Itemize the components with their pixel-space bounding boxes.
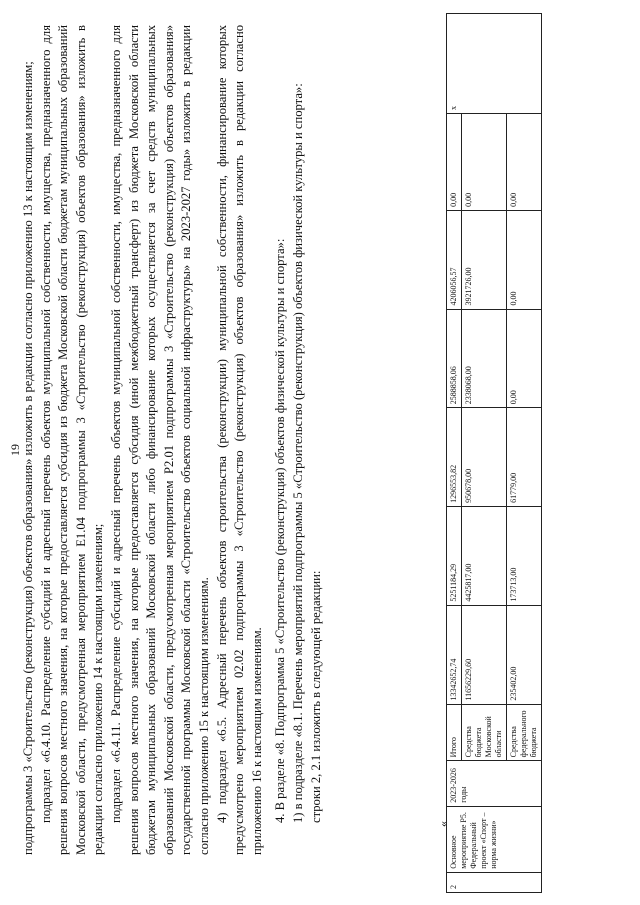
- value-cell: 61779,00: [507, 408, 542, 507]
- page-number: 19: [8, 444, 22, 456]
- value-cell: 0,00: [507, 210, 542, 309]
- value-cell: 4206056,57: [447, 210, 462, 309]
- paragraph-3: подраздел «6.4.11. Распределение субсидий и адресный перечень объектов муниципальной собственности, имущества, предназначенного для решения вопросов местного значения, на которые предоставляется субсидия (иной межбюджетный трансферт) из бюджета Московской области бюджетам муниципальных образований Московской области либо финансирование которых осуществляется за счет средств муниципальных образований Московской области, предусмотренная мероприятием Р2.01 подпрограммы 3 «Строительство (реконструкция) объектов образования» государственной программы Московской области «Строительство объектов социальной инфраструктуры» на 2023-2027 годы» изложить в редакции согласно приложению 15 к настоящим изменениям.: [108, 25, 211, 855]
- measure-years: 2023-2026 годы: [447, 761, 542, 806]
- value-cell: 11656229,60: [462, 605, 507, 704]
- value-cell: 950678,00: [462, 408, 507, 507]
- source-cell: Средства бюджета Московской области: [462, 704, 507, 761]
- row-number: 2: [447, 872, 542, 892]
- value-cell: 0,00: [507, 113, 542, 210]
- table-row: [507, 14, 542, 893]
- value-cell: 173713,00: [507, 506, 542, 605]
- body-text: [20, 25, 325, 855]
- value-cell: 13342652,74: [447, 605, 462, 704]
- source-cell: Средства федерального бюджета: [507, 704, 542, 761]
- value-cell: 0,00: [462, 113, 507, 210]
- value-cell: 2338068,00: [462, 309, 507, 408]
- measure-name: Основное мероприятие Р5. Федеральный проект «Спорт – норма жизни»: [447, 806, 542, 872]
- paragraph-2: подраздел «6.4.10. Распределение субсидий и адресный перечень объектов муниципальной собственности, имущества, предназначенного для решения вопросов местного значения, на которые предоставляется субсидия из бюджета Московской области бюджетам муниципальных образований Московской области, предусмотренная мероприятием Е1.04 подпрограммы 3 «Строительство (реконструкция) объектов образования» изложить в редакции согласно приложению 14 к настоящим изменениям;: [38, 25, 106, 855]
- value-cell: 2588858,06: [447, 309, 462, 408]
- value-cell: 0,00: [447, 113, 462, 210]
- paragraph-6: 1) в подразделе «8.1. Перечень мероприятий подпрограммы 5 «Строительство (реконструкция) объектов физической культуры и спорта»:: [290, 83, 305, 823]
- paragraph-7: строки 2, 2.1 изложить в следующей редакции:: [308, 570, 323, 823]
- value-cell: 5251184,29: [447, 506, 462, 605]
- paragraph-1: подпрограммы 3 «Строительство (реконструкция) объектов образования» изложить в редакции согласно приложению 13 к настоящим изменениям;: [21, 61, 35, 855]
- value-cell: 235402,00: [507, 605, 542, 704]
- table-row: [447, 14, 462, 893]
- value-cell: 3921726,00: [462, 210, 507, 309]
- source-cell: Итого: [447, 704, 462, 761]
- paragraph-4: 4) подраздел «6.5. Адресный перечень объектов строительства (реконструкции) муниципальной собственности, финансирование которых предусмотрено мероприятием 02.02 подпрограммы 3 «Строительство (реконструкция) объектов образования» изложить в редакции согласно приложению 16 к настоящим изменениям.: [214, 25, 264, 855]
- measures-table: [446, 13, 542, 893]
- value-cell: 1296553,82: [447, 408, 462, 507]
- quote-open: «: [436, 821, 450, 827]
- x-mark-cell: x: [447, 14, 542, 114]
- table-row: [462, 14, 507, 893]
- value-cell: 0,00: [507, 309, 542, 408]
- paragraph-5: 4. В разделе «8. Подпрограмма 5 «Строительство (реконструкция) объектов физической культуры и спорта»:: [273, 238, 288, 823]
- value-cell: 4425817,00: [462, 506, 507, 605]
